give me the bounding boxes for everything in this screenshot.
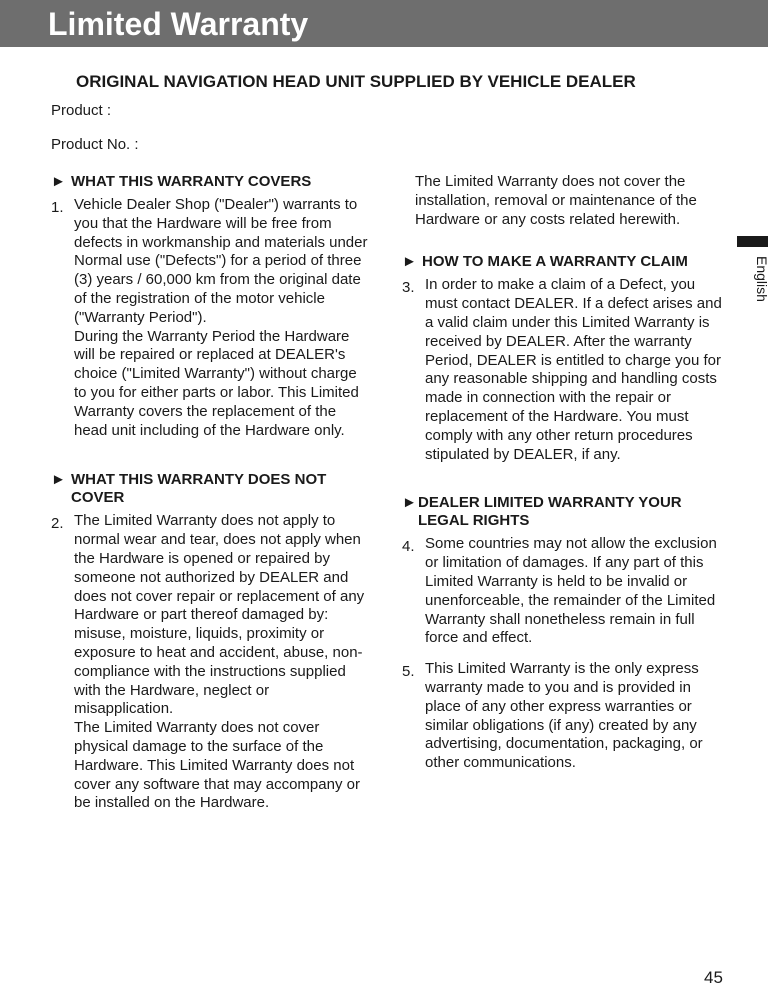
item-paragraph: The Limited Warranty does not apply to normal wear and tear, does not apply when the Hardware is opened or repaired by someone not authorized by DEALER and does not cover repair or replacement of any Hardware or part thereof damaged by: misuse, moisture, liquids, proximity or exposure to heat and accident, abuse, non-compliance with the instructions supplied with the Hardware, neglect or misapplication. bbox=[74, 512, 365, 718]
item-number: 4. bbox=[402, 538, 415, 556]
item-number: 5. bbox=[402, 663, 415, 681]
section-heading-covers bbox=[51, 173, 371, 191]
header-bar bbox=[0, 0, 768, 47]
language-tab-marker bbox=[737, 236, 768, 247]
section-heading-legal bbox=[402, 494, 722, 530]
warranty-item-1 bbox=[51, 196, 371, 440]
document-subtitle: ORIGINAL NAVIGATION HEAD UNIT SUPPLIED BY VEHICLE DEALER bbox=[76, 72, 636, 91]
section-heading-text: DEALER LIMITED WARRANTY YOUR LEGAL RIGHTS bbox=[418, 494, 682, 530]
item-paragraph: In order to make a claim of a Defect, you must contact DEALER. If a defect arises and a valid claim under this Limited Warranty is received by DEALER. After the warranty Period, DEALER is entitled to charge you for any reasonable shipping and handling costs made in connection with the repair or replacement of the Hardware. You must comply with any other return procedures stipulated by DEALER, if any. bbox=[425, 276, 722, 463]
section-heading-text: HOW TO MAKE A WARRANTY CLAIM bbox=[422, 253, 688, 271]
page-title: Limited Warranty bbox=[48, 6, 309, 42]
item-body bbox=[425, 276, 722, 464]
arrow-icon: ► bbox=[51, 471, 66, 489]
item-body bbox=[74, 196, 371, 440]
language-tab-label: English bbox=[754, 256, 770, 302]
item-body bbox=[74, 512, 371, 813]
item-paragraph: Vehicle Dealer Shop ("Dealer") warrants to you that the Hardware will be free from defects in workmanship and materials under Normal use ("Defects") for a period of three (3) years / 60,000 km from the original date of the registration of the motor vehicle ("Warranty Period"). bbox=[74, 196, 368, 326]
item-body bbox=[425, 660, 722, 773]
arrow-icon: ► bbox=[51, 173, 66, 190]
item-paragraph: Some countries may not allow the exclusion or limitation of damages. If any part of this Limited Warranty is held to be invalid or unenforceable, the remainder of the Limited Warranty shall nonetheless remain in full force and effect. bbox=[425, 535, 717, 647]
item-paragraph: This Limited Warranty is the only express warranty made to you and is provided in place of any other express warranties or similar obligations (if any) created by any advertising, documentation, packaging, or other communications. bbox=[425, 660, 703, 772]
product-number-label: Product No. : bbox=[51, 136, 139, 153]
left-column bbox=[51, 173, 371, 813]
item-number: 2. bbox=[51, 515, 64, 533]
arrow-icon: ► bbox=[402, 253, 417, 271]
warranty-item-3 bbox=[402, 276, 722, 464]
product-label: Product : bbox=[51, 102, 112, 119]
section-heading-text: WHAT THIS WARRANTY DOES NOT COVER bbox=[71, 471, 327, 507]
item-number: 1. bbox=[51, 199, 64, 216]
section-heading-claim bbox=[402, 253, 722, 271]
warranty-item-2 bbox=[51, 512, 371, 813]
section-heading-not-covers bbox=[51, 471, 371, 507]
section-heading-text: WHAT THIS WARRANTY COVERS bbox=[71, 173, 312, 190]
item-paragraph: During the Warranty Period the Hardware will be repaired or replaced at DEALER's choice ("Limited Warranty") without charge to you for either parts or labor. This Limited Warranty covers the replacement of the head unit including of the Hardware only. bbox=[74, 327, 359, 439]
arrow-icon: ► bbox=[402, 494, 417, 512]
warranty-item-5 bbox=[402, 660, 722, 773]
item-number: 3. bbox=[402, 279, 415, 297]
item-body bbox=[425, 535, 722, 648]
right-column bbox=[402, 173, 722, 773]
continued-paragraph: The Limited Warranty does not cover the installation, removal or maintenance of the Hardware or any costs related herewith. bbox=[415, 173, 697, 228]
item-paragraph: The Limited Warranty does not cover physical damage to the surface of the Hardware. This Limited Warranty does not cover any software that may accompany or be installed on the Hardware. bbox=[74, 719, 360, 812]
warranty-item-4 bbox=[402, 535, 722, 648]
page-number: 45 bbox=[704, 968, 723, 987]
